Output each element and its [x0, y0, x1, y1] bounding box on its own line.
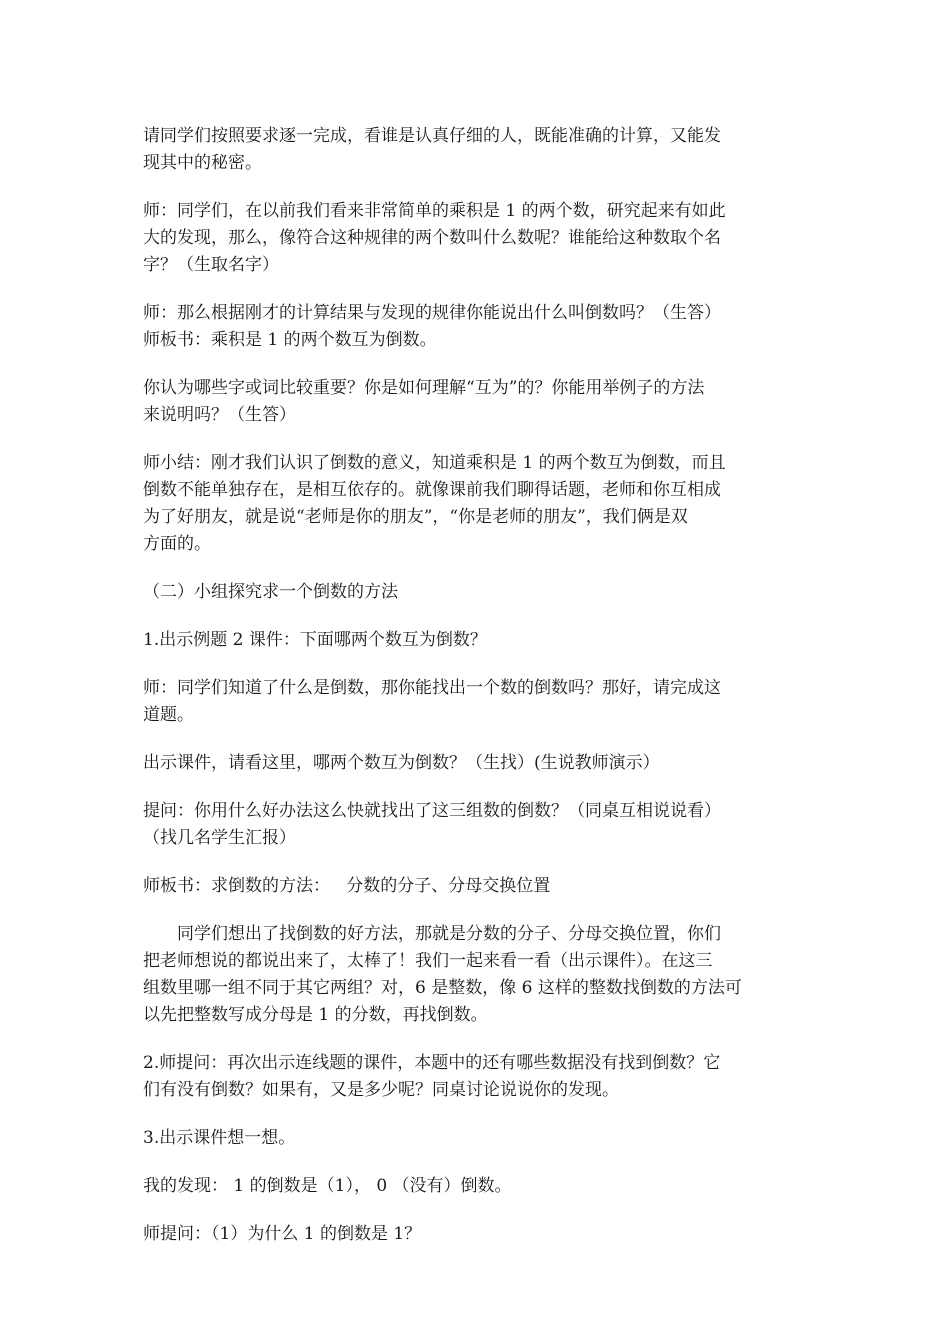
text-line: 把老师想说的都说出来了，太棒了！我们一起来看一看（出示课件）。在这三 [143, 951, 713, 971]
paragraph [143, 1125, 811, 1152]
paragraph [143, 1221, 811, 1248]
paragraph [143, 921, 811, 1029]
text-line: 请同学们按照要求逐一完成，看谁是认真仔细的人，既能准确的计算，又能发 [143, 126, 721, 146]
text-line: 2.师提问：再次出示连线题的课件，本题中的还有哪些数据没有找到倒数？它 [143, 1053, 721, 1073]
text-line: 方面的。 [143, 534, 211, 554]
paragraph [143, 123, 811, 177]
text-line: （二）小组探究求一个倒数的方法 [143, 582, 398, 602]
text-line: 师提问：（1）为什么 1 的倒数是 1？ [143, 1224, 422, 1244]
text-line: 倒数不能单独存在，是相互依存的。就像课前我们聊得话题，老师和你互相成 [143, 480, 721, 500]
text-line: 提问：你用什么好办法这么快就找出了这三组数的倒数？（同桌互相说说看） [143, 801, 721, 821]
paragraph [143, 1050, 811, 1104]
text-line: 大的发现，那么，像符合这种规律的两个数叫什么数呢？谁能给这种数取个名 [143, 228, 721, 248]
paragraph [143, 750, 811, 777]
paragraph [143, 873, 811, 900]
text-line: 你认为哪些字或词比较重要？你是如何理解“互为”的？你能用举例子的方法 [143, 378, 705, 398]
document-body [143, 123, 811, 1269]
paragraph [143, 1173, 811, 1200]
paragraph [143, 450, 811, 558]
text-line: 为了好朋友，就是说“老师是你的朋友”，“你是老师的朋友”，我们俩是双 [143, 507, 688, 527]
text-line: 道题。 [143, 705, 194, 725]
paragraph [143, 300, 811, 354]
text-line: 组数里哪一组不同于其它两组？对，6 是整数，像 6 这样的整数找倒数的方法可 [143, 978, 742, 998]
text-line: 1.出示例题 2 课件：下面哪两个数互为倒数？ [143, 630, 487, 650]
text-line: 我的发现： 1 的倒数是（1）， 0 （没有）倒数。 [143, 1176, 512, 1196]
paragraph [143, 627, 811, 654]
text-line: 同学们想出了找倒数的好方法，那就是分数的分子、分母交换位置，你们 [177, 924, 721, 944]
text-line: 师板书：乘积是 1 的两个数互为倒数。 [143, 330, 437, 350]
text-line: 字？（生取名字） [143, 255, 279, 275]
paragraph [143, 798, 811, 852]
section-heading [143, 579, 811, 606]
text-line: 师：同学们，在以前我们看来非常简单的乘积是 1 的两个数，研究起来有如此 [143, 201, 726, 221]
text-line: 师：那么根据刚才的计算结果与发现的规律你能说出什么叫倒数吗？（生答） [143, 303, 721, 323]
paragraph [143, 198, 811, 279]
text-line: 出示课件，请看这里，哪两个数互为倒数？（生找）(生说教师演示） [143, 753, 660, 773]
text-line: 以先把整数写成分母是 1 的分数，再找倒数。 [143, 1005, 488, 1025]
text-line: 来说明吗？（生答） [143, 405, 296, 425]
text-line: 师板书：求倒数的方法： 分数的分子、分母交换位置 [143, 876, 551, 896]
text-line: 师：同学们知道了什么是倒数，那你能找出一个数的倒数吗？那好，请完成这 [143, 678, 721, 698]
text-line: （找几名学生汇报） [143, 828, 296, 848]
text-line: 们有没有倒数？如果有，又是多少呢？同桌讨论说说你的发现。 [143, 1080, 619, 1100]
text-line: 现其中的秘密。 [143, 153, 262, 173]
paragraph [143, 375, 811, 429]
paragraph [143, 675, 811, 729]
text-line: 3.出示课件想一想。 [143, 1128, 296, 1148]
text-line: 师小结：刚才我们认识了倒数的意义，知道乘积是 1 的两个数互为倒数，而且 [143, 453, 726, 473]
